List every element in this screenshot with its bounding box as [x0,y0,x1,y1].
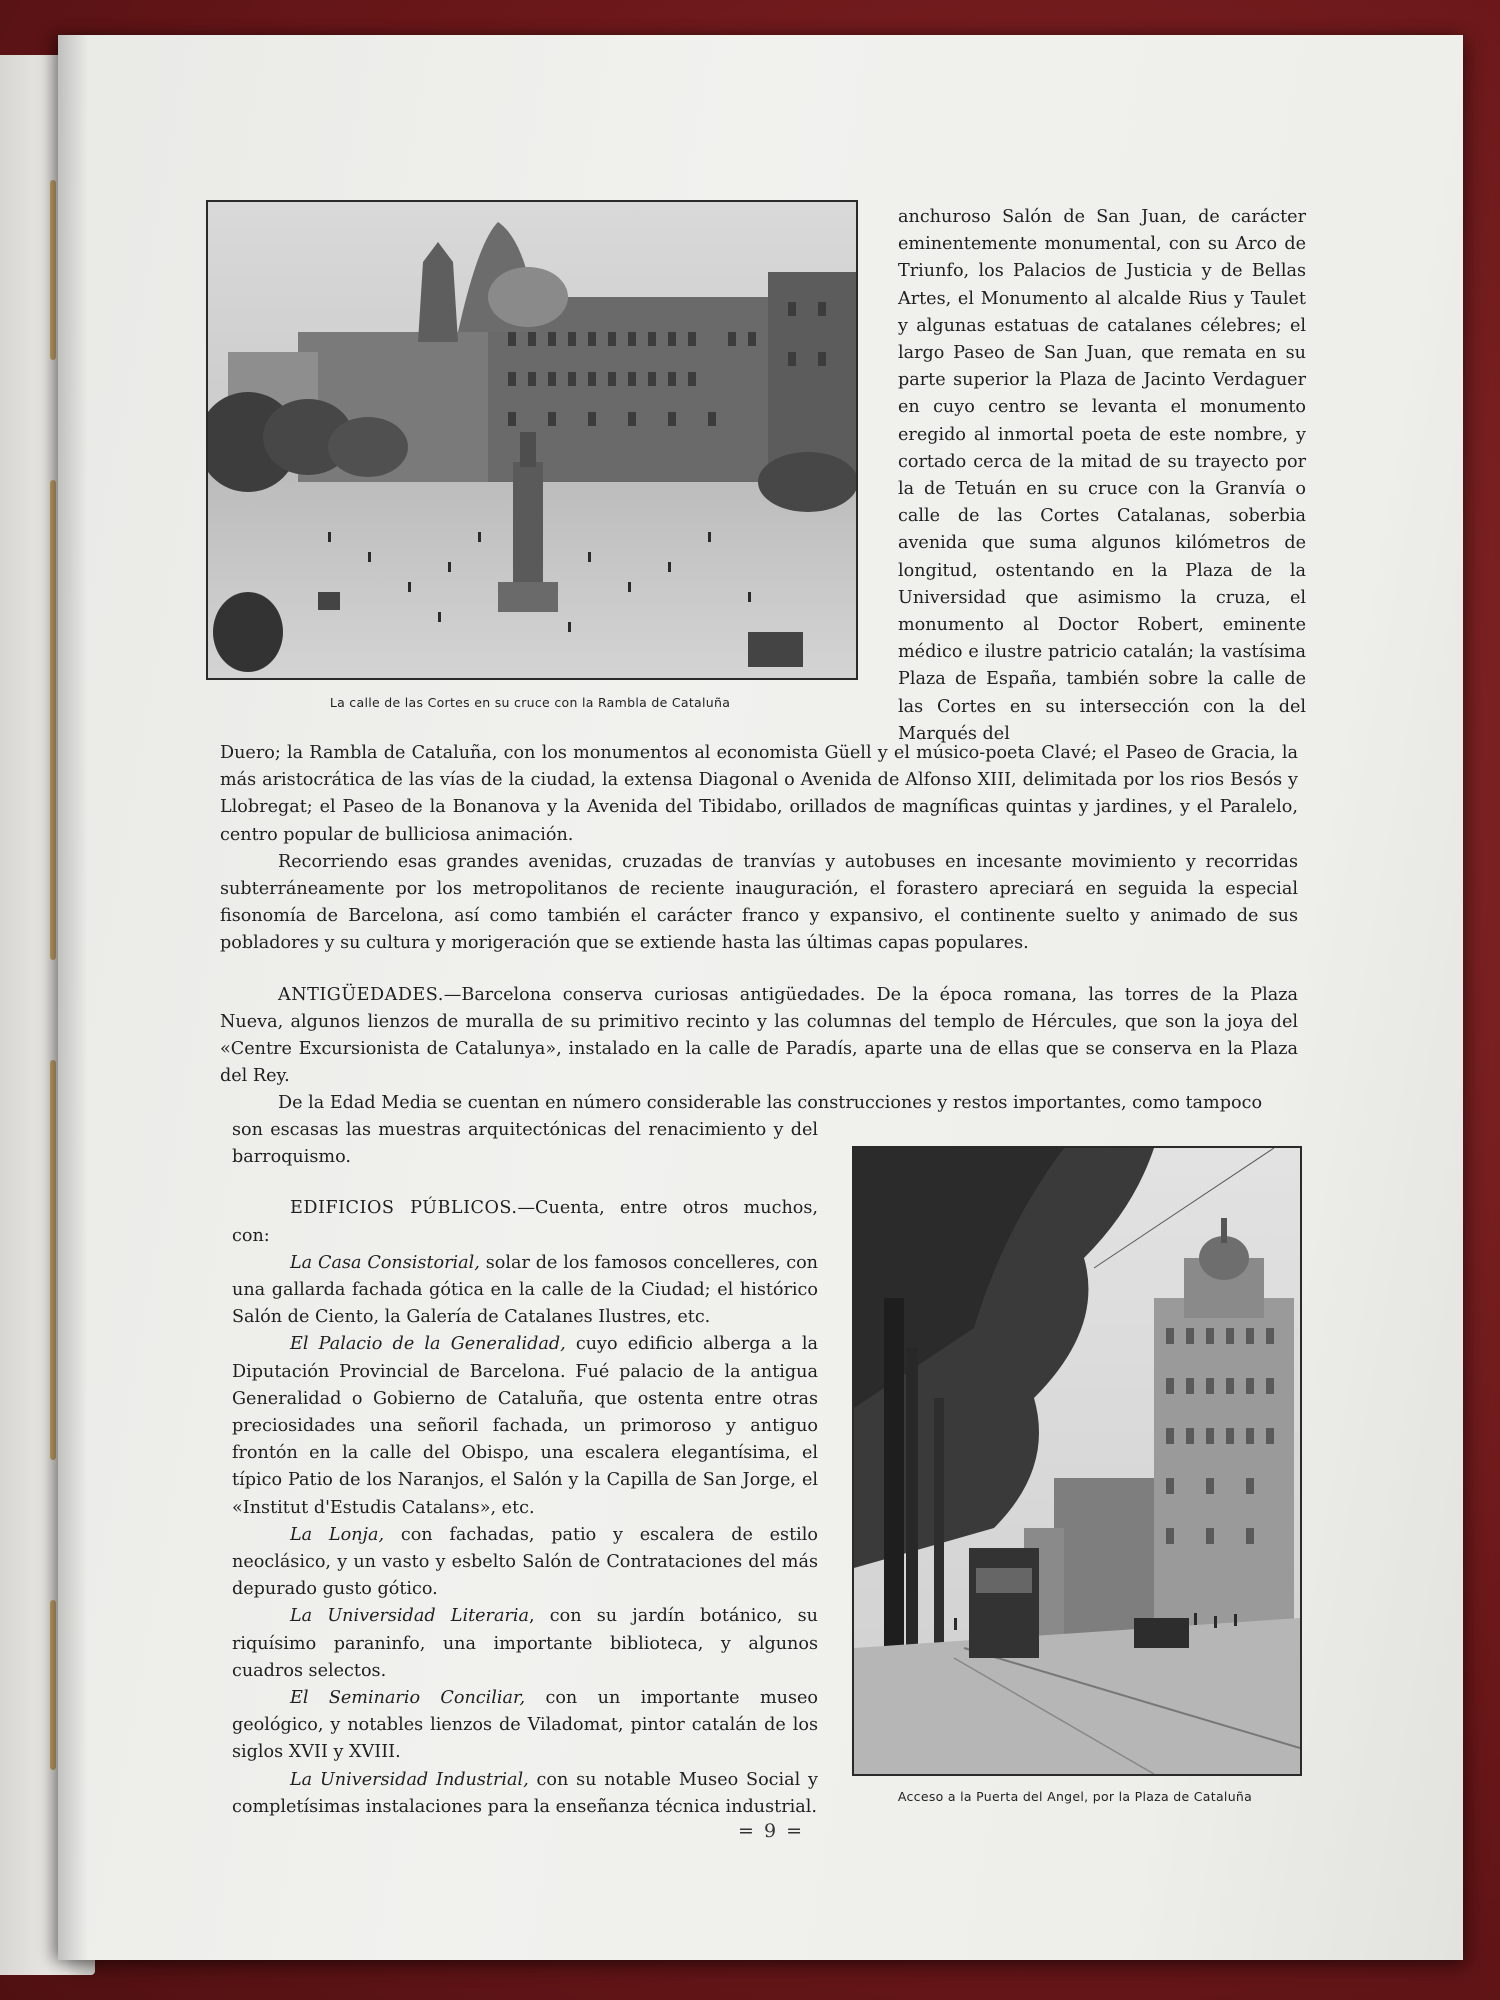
edificio-name: La Casa Consistorial, [290,1252,480,1273]
heading-antiguedades: ANTIGÜEDADES. [278,984,444,1005]
heading-edificios: EDIFICIOS PÚBLICOS. [290,1198,518,1219]
edificio-name: El Palacio de la Generalidad, [290,1334,566,1355]
edificio-item: La Universidad Literaria, con su jardín botánico, su riquísimo paraninfo, una importante biblioteca, y algunos cuadros selectos. [232,1606,818,1681]
paragraph-edad-media: De la Edad Media se cuentan en número considerable las construcciones y restos importantes, como tampoco [278,1093,1263,1114]
edificio-name: La Lonja, [290,1524,385,1545]
edificio-name: La Universidad Industrial, [290,1769,529,1790]
photo-caption-top: La calle de las Cortes en su cruce con la Rambla de Cataluña [329,695,731,710]
paragraph-duero: Duero; la Rambla de Cataluña, con los monumentos al economista Güell y el músico-poeta Clavé; el Paseo de Gracia, la más aristocrática de las vías de la ciudad, la extensa Diagonal o Avenida de Alfonso XIII, delimitada por los rios Besós y Llobregat; el Paseo de la Bonanova y la Avenida del Tibidabo, orillados de magníficas quintas y jardines, y el Paralelo, centro popular de bulliciosa animación. [220,743,1298,845]
page-number: = 9 = [738,1820,805,1842]
photo-puerta-angel [852,1146,1302,1776]
paragraph-edificios [232,1195,818,1249]
photo-caption-bottom: Acceso a la Puerta del Angel, por la Plaza de Cataluña [897,1789,1253,1804]
edificios-intro: —Cuenta, entre otros muchos, con: [232,1198,819,1246]
edificio-item: La Universidad Industrial, con su notable Museo Social y completísimas instalaciones para la enseñanza técnica industrial. [232,1769,818,1817]
edificio-item: El Seminario Conciliar, con un importante museo geológico, y notables lienzos de Viladomat, pintor catalán de los siglos XVII y XVIII. [232,1688,818,1763]
edificio-name: El Seminario Conciliar, [290,1688,526,1709]
photo-calle-cortes [206,200,858,680]
binding-stitch-1 [50,180,56,360]
column-left-bottom [232,1117,818,1821]
antiguedades-body: —Barcelona conserva curiosas antigüedades. De la época romana, las torres de la Plaza Nueva, algunos lienzos de muralla de su primitivo recinto y las columnas del templo de Hércules, que son la joya del «Centre Excursionista de Catalunya», instalado en la calle de Paradís, aparte una de ellas que se conserva en la Plaza del Rey. [220,984,1298,1087]
binding-stitch-3 [50,1060,56,1460]
edificio-name: La Universidad Literaria [290,1606,529,1627]
binding-stitch-4 [50,1600,56,1770]
edificio-item: El Palacio de la Generalidad, cuyo edificio alberga a la Diputación Provincial de Barcelona. Fué palacio de la antigua Generalidad o Gobierno de Cataluña, que ostenta entre otras preciosidades una señoril fachada, un primoroso y antiguo frontón en la calle del Obispo, una escalera elegantísima, el típico Patio de los Naranjos, el Salón y la Capilla de San Jorge, el «Institut d'Estudis Catalans», etc. [232,1334,818,1518]
edificio-item: La Casa Consistorial, solar de los famosos concelleres, con una gallarda fachada gótica en la calle de la Ciudad; el histórico Salón de Ciento, la Galería de Catalanes Ilustres, etc. [232,1252,818,1328]
paragraph-recorriendo: Recorriendo esas grandes avenidas, cruzadas de tranvías y autobuses en incesante movimiento y recorridas subterráneamente por los metropolitanos de reciente inauguración, el forastero apreciará en seguida la especial fisonomía de Barcelona, así como también el carácter franco y expansivo, el continente suelto y animado de sus pobladores y su cultura y morigeración que se extiende hasta las últimas capas populares. [220,851,1298,954]
paragraph-antiguedades [220,982,1298,1091]
page-fold-shadow [58,35,88,1960]
paragraph-edad-media-rest: son escasas las muestras arquitectónicas del renacimiento y del barroquismo. [232,1120,818,1168]
binding-stitch-2 [50,480,56,960]
paragraph-salon-san-juan: anchuroso Salón de San Juan, de carácter eminentemente monumental, con su Arco de Triunfo, los Palacios de Justicia y de Bellas Artes, el Monumento al alcalde Rius y Taulet y algunas estatuas de catalanes célebres; el largo Paseo de San Juan, que remata en su parte superior la Plaza de Jacinto Verdaguer en cuyo centro se levanta el monumento eregido al inmortal poeta de este nombre, y cortado cerca de la mitad de su trayecto por la de Tetuán en su cruce con la Granvía o calle de las Cortes Catalanas, soberbia avenida que suma algunos kilómetros de longitud, ostentando en la Plaza de la Universidad que asimismo la cruza, el monumento al Doctor Robert, eminente médico e ilustre patricio catalán; la vastísima Plaza de España, también sobre la calle de las Cortes en su intersección con la del Marqués del [898,207,1306,744]
column-right-top [898,204,1306,748]
edificio-item: La Lonja, con fachadas, patio y escalera de estilo neoclásico, y un vasto y esbelto Salón de Contrataciones del más depurado gusto gótico. [232,1524,818,1600]
full-width-section [220,740,1298,1118]
